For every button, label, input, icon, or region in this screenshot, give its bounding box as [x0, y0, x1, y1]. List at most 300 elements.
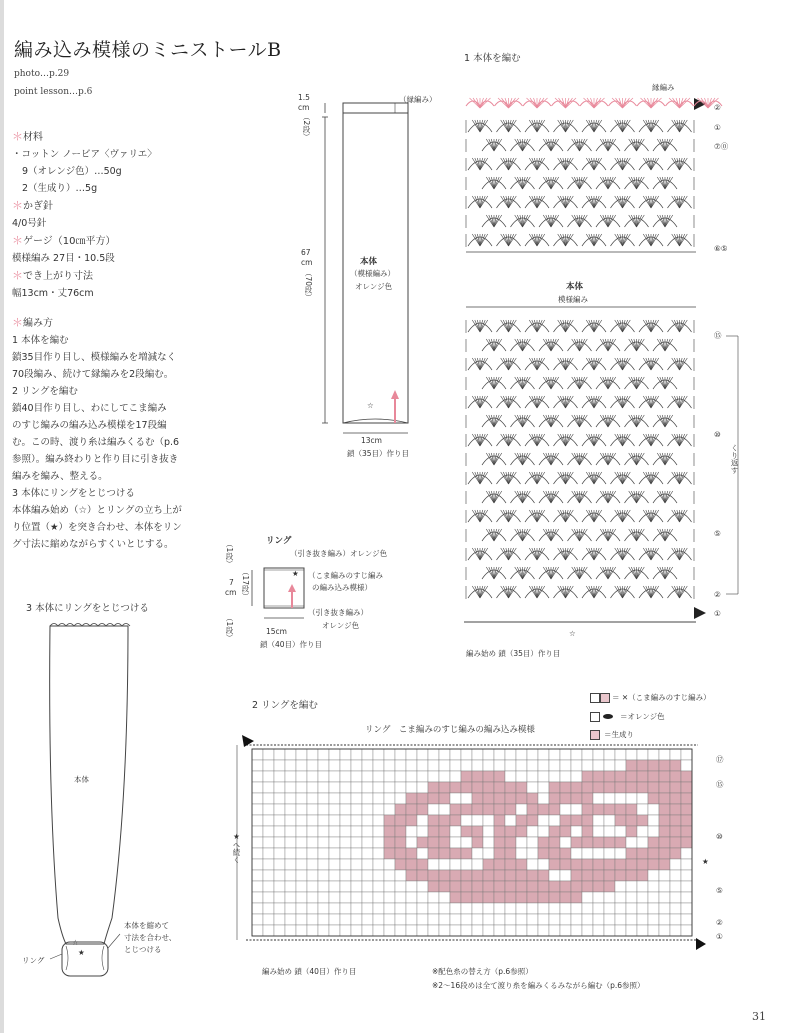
- grid-cell: [450, 925, 461, 936]
- grid-cell: [483, 815, 494, 826]
- grid-cell: [604, 848, 615, 859]
- grid-cell: [318, 925, 329, 936]
- grid-cell: [615, 760, 626, 771]
- fan-stitch: [651, 434, 656, 446]
- grid-cell: [362, 793, 373, 804]
- fan-stitch: [560, 120, 565, 132]
- grid-cell: [593, 859, 604, 870]
- grid-cell: [505, 749, 516, 760]
- ring-slip-top: （引き抜き編み）オレンジ色: [290, 549, 388, 558]
- fan-stitch: [646, 434, 651, 446]
- chart1-drawing: [456, 92, 796, 672]
- grid-cell: [362, 815, 373, 826]
- fan-stitch: [475, 196, 480, 208]
- grid-cell: [263, 881, 274, 892]
- grid-cell: [527, 914, 538, 925]
- fan-stitch: [480, 396, 485, 408]
- edge-stitch: [480, 98, 487, 108]
- grid-cell: [615, 793, 626, 804]
- grid-cell: [373, 925, 384, 936]
- fan-stitch: [560, 396, 565, 408]
- assembly-body-label: 本体: [74, 775, 89, 784]
- grid-cell: [648, 815, 659, 826]
- grid-cell: [285, 848, 296, 859]
- grid-cell: [417, 771, 428, 782]
- grid-cell: [252, 870, 263, 881]
- grid-cell: [560, 859, 571, 870]
- grid-cell: [670, 815, 681, 826]
- fan-stitch: [623, 548, 628, 560]
- grid-cell: [571, 892, 582, 903]
- grid-cell: [351, 903, 362, 914]
- grid-cell: [406, 749, 417, 760]
- grid-cell: [307, 881, 318, 892]
- fan-stitch: [608, 453, 613, 465]
- grid-cell: [450, 903, 461, 914]
- chart2-start: 編み始め 鎖（40目）作り目: [262, 967, 357, 976]
- grid-cell: [494, 804, 505, 815]
- grid-cell: [549, 793, 560, 804]
- grid-cell: [384, 793, 395, 804]
- edge-stitch: [651, 98, 658, 108]
- grid-cell: [340, 793, 351, 804]
- row-mark: ⑦⓪: [714, 142, 729, 151]
- grid-cell: [615, 881, 626, 892]
- grid-cell: [329, 771, 340, 782]
- grid-cell: [472, 815, 483, 826]
- grid-cell: [450, 848, 461, 859]
- grid-cell: [362, 925, 373, 936]
- grid-cell: [417, 749, 428, 760]
- grid-cell: [406, 892, 417, 903]
- fan-stitch: [646, 158, 651, 170]
- edge-stitch: [473, 98, 480, 108]
- grid-cell: [417, 925, 428, 936]
- grid-cell: [516, 815, 527, 826]
- grid-cell: [538, 859, 549, 870]
- grid-cell: [505, 903, 516, 914]
- grid-cell: [670, 837, 681, 848]
- fan-stitch: [617, 472, 622, 484]
- grid-cell: [637, 881, 648, 892]
- grid-cell: [417, 914, 428, 925]
- grid-cell: [252, 804, 263, 815]
- fan-stitch: [546, 529, 551, 541]
- fan-stitch: [475, 472, 480, 484]
- fan-stitch: [574, 177, 579, 189]
- fan-stitch: [560, 586, 565, 598]
- fan-stitch: [665, 177, 670, 189]
- grid-cell: [549, 925, 560, 936]
- grid-cell: [483, 793, 494, 804]
- fan-stitch: [646, 358, 651, 370]
- star-outline-icon: ☆: [367, 401, 374, 410]
- fan-stitch: [560, 548, 565, 560]
- grid-cell: [505, 870, 516, 881]
- fan-stitch: [532, 196, 537, 208]
- grid-cell: [648, 859, 659, 870]
- fan-stitch: [617, 320, 622, 332]
- fan-stitch: [560, 358, 565, 370]
- fan-stitch: [580, 339, 585, 351]
- grid-cell: [648, 804, 659, 815]
- grid-cell: [648, 760, 659, 771]
- grid-cell: [472, 837, 483, 848]
- fan-stitch: [674, 548, 679, 560]
- grid-cell: [648, 848, 659, 859]
- fan-stitch: [680, 472, 685, 484]
- fan-stitch: [608, 377, 613, 389]
- materials-heading: ＊材料: [12, 130, 43, 143]
- fan-stitch: [617, 196, 622, 208]
- grid-cell: [439, 848, 450, 859]
- materials-color1: 9（オレンジ色）…50g: [22, 166, 122, 177]
- grid-cell: [648, 925, 659, 936]
- fan-stitch: [566, 234, 571, 246]
- grid-cell: [516, 914, 527, 925]
- fan-stitch: [637, 377, 642, 389]
- fan-stitch: [537, 320, 542, 332]
- fan-stitch: [603, 139, 608, 151]
- grid-cell: [494, 848, 505, 859]
- grid-cell: [560, 826, 571, 837]
- grid-cell: [626, 749, 637, 760]
- grid-cell: [450, 826, 461, 837]
- grid-cell: [659, 859, 670, 870]
- grid-cell: [285, 760, 296, 771]
- grid-cell: [549, 870, 560, 881]
- grid-cell: [450, 749, 461, 760]
- grid-cell: [373, 837, 384, 848]
- grid-cell: [307, 804, 318, 815]
- grid-cell: [681, 837, 692, 848]
- grid-cell: [395, 804, 406, 815]
- grid-cell: [373, 815, 384, 826]
- fan-stitch: [489, 491, 494, 503]
- chart1-row-marks: [702, 92, 732, 632]
- grid-cell: [307, 749, 318, 760]
- grid-cell: [571, 914, 582, 925]
- grid-cell: [615, 903, 626, 914]
- chart2-subtitle: リング こま編みのすじ編みの編み込み模様: [365, 725, 535, 735]
- grid-cell: [384, 771, 395, 782]
- fan-stitch: [651, 120, 656, 132]
- grid-cell: [307, 826, 318, 837]
- body-name: 本体: [360, 257, 378, 267]
- fan-stitch: [537, 158, 542, 170]
- grid-cell: [615, 848, 626, 859]
- chart2-title: 2 リングを編む: [252, 700, 318, 711]
- size-value: 幅13cm・丈76cm: [12, 288, 94, 299]
- grid-cell: [670, 881, 681, 892]
- fan-stitch: [623, 196, 628, 208]
- row-mark: ⑩: [714, 430, 721, 439]
- fan-stitch: [580, 453, 585, 465]
- grid-cell: [483, 903, 494, 914]
- grid-cell: [505, 881, 516, 892]
- row-mark: ⑮: [716, 780, 724, 789]
- fan-stitch: [651, 196, 656, 208]
- grid-cell: [362, 892, 373, 903]
- grid-cell: [516, 837, 527, 848]
- fan-stitch: [503, 434, 508, 446]
- grid-cell: [659, 826, 670, 837]
- fan-stitch: [680, 358, 685, 370]
- grid-cell: [428, 804, 439, 815]
- grid-cell: [285, 804, 296, 815]
- grid-cell: [681, 749, 692, 760]
- photo-ref: photo…p.29: [14, 69, 70, 79]
- edge-stitch: [680, 98, 687, 108]
- grid-cell: [560, 804, 571, 815]
- grid-cell: [516, 804, 527, 815]
- fan-stitch: [646, 548, 651, 560]
- grid-cell: [626, 793, 637, 804]
- fan-stitch: [646, 320, 651, 332]
- grid-cell: [549, 859, 560, 870]
- grid-cell: [604, 793, 615, 804]
- grid-cell: [659, 848, 670, 859]
- grid-cell: [604, 815, 615, 826]
- grid-cell: [450, 782, 461, 793]
- fan-stitch: [637, 415, 642, 427]
- grid-cell: [362, 837, 373, 848]
- fan-stitch: [646, 396, 651, 408]
- grid-cell: [450, 793, 461, 804]
- grid-cell: [252, 859, 263, 870]
- grid-cell: [384, 804, 395, 815]
- grid-cell: [263, 804, 274, 815]
- grid-cell: [450, 870, 461, 881]
- fan-stitch: [517, 339, 522, 351]
- grid-cell: [637, 749, 648, 760]
- grid-cell: [494, 914, 505, 925]
- edge-stitch: [530, 98, 537, 108]
- fan-stitch: [537, 358, 542, 370]
- grid-cell: [560, 892, 571, 903]
- fan-stitch: [617, 434, 622, 446]
- grid-cell: [637, 826, 648, 837]
- grid-cell: [340, 914, 351, 925]
- fan-stitch: [674, 234, 679, 246]
- grid-cell: [318, 804, 329, 815]
- row-mark: ⑮: [714, 331, 722, 340]
- grid-cell: [505, 848, 516, 859]
- chart1-repeat: くり返す: [730, 444, 739, 474]
- grid-cell: [549, 760, 560, 771]
- fan-stitch: [589, 434, 594, 446]
- grid-cell: [626, 782, 637, 793]
- grid-cell: [604, 881, 615, 892]
- fan-stitch: [532, 158, 537, 170]
- fan-stitch: [651, 548, 656, 560]
- grid-cell: [307, 903, 318, 914]
- fan-stitch: [503, 158, 508, 170]
- grid-cell: [428, 760, 439, 771]
- grid-cell: [494, 903, 505, 914]
- grid-cell: [505, 826, 516, 837]
- body-len-rows: （70段）: [304, 269, 313, 302]
- grid-cell: [626, 870, 637, 881]
- grid-cell: [615, 782, 626, 793]
- grid-cell: [395, 826, 406, 837]
- fan-stitch: [523, 529, 528, 541]
- grid-cell: [263, 815, 274, 826]
- fan-stitch: [574, 567, 579, 579]
- page-title: 編み込み模様のミニストールB: [14, 39, 282, 61]
- star-filled-icon: ★: [702, 857, 709, 866]
- fan-stitch: [608, 491, 613, 503]
- grid-cell: [318, 892, 329, 903]
- asterisk-icon: ＊: [12, 234, 23, 247]
- fan-stitch: [617, 548, 622, 560]
- fan-stitch: [489, 453, 494, 465]
- grid-cell: [560, 848, 571, 859]
- ring-top-rows: （1段）: [225, 540, 234, 568]
- fan-stitch: [660, 491, 665, 503]
- fan-stitch: [617, 120, 622, 132]
- fan-stitch: [637, 215, 642, 227]
- fan-stitch: [574, 339, 579, 351]
- edge-stitch: [616, 98, 623, 108]
- grid-cell: [604, 826, 615, 837]
- fan-stitch: [517, 491, 522, 503]
- star-filled-icon: ★: [78, 948, 85, 957]
- fan-stitch: [603, 415, 608, 427]
- fan-stitch: [551, 139, 556, 151]
- grid-cell: [560, 837, 571, 848]
- assembly-note: 本体を縮めて: [124, 921, 169, 930]
- grid-cell: [637, 914, 648, 925]
- grid-cell: [626, 892, 637, 903]
- fan-stitch: [623, 234, 628, 246]
- fan-stitch: [489, 377, 494, 389]
- grid-cell: [296, 826, 307, 837]
- gauge-heading: ＊ゲージ（10㎝平方）: [12, 234, 116, 247]
- grid-cell: [428, 749, 439, 760]
- fan-stitch: [680, 320, 685, 332]
- row-mark: ⑤: [714, 529, 721, 538]
- fan-stitch: [503, 120, 508, 132]
- grid-cell: [659, 815, 670, 826]
- grid-cell: [527, 870, 538, 881]
- fan-stitch: [523, 139, 528, 151]
- grid-cell: [659, 925, 670, 936]
- grid-cell: [296, 848, 307, 859]
- grid-cell: [560, 749, 571, 760]
- grid-cell: [615, 815, 626, 826]
- grid-cell: [637, 793, 648, 804]
- fan-stitch: [603, 339, 608, 351]
- grid-cell: [472, 914, 483, 925]
- edge-stitch: [566, 98, 573, 108]
- grid-cell: [373, 914, 384, 925]
- grid-cell: [329, 914, 340, 925]
- fan-stitch: [680, 586, 685, 598]
- fan-stitch: [494, 215, 499, 227]
- fan-stitch: [475, 434, 480, 446]
- grid-cell: [560, 881, 571, 892]
- chart1-middle-name: 本体: [566, 282, 584, 292]
- grid-cell: [307, 782, 318, 793]
- fan-stitch: [546, 453, 551, 465]
- grid-cell: [252, 914, 263, 925]
- grid-cell: [417, 793, 428, 804]
- fan-stitch: [509, 158, 514, 170]
- fan-stitch: [574, 529, 579, 541]
- fan-stitch: [651, 158, 656, 170]
- grid-cell: [428, 925, 439, 936]
- grid-cell: [615, 771, 626, 782]
- grid-cell: [406, 804, 417, 815]
- fan-stitch: [603, 453, 608, 465]
- grid-cell: [329, 826, 340, 837]
- grid-cell: [351, 749, 362, 760]
- grid-cell: [483, 892, 494, 903]
- grid-cell: [296, 815, 307, 826]
- grid-cell: [505, 782, 516, 793]
- fan-stitch: [560, 158, 565, 170]
- body-width: 13cm: [361, 436, 382, 445]
- fan-stitch: [517, 215, 522, 227]
- chart2: [232, 735, 742, 950]
- grid-cell: [527, 760, 538, 771]
- fan-stitch: [560, 510, 565, 522]
- grid-cell: [461, 903, 472, 914]
- grid-cell: [318, 760, 329, 771]
- fan-stitch: [680, 196, 685, 208]
- grid-cell: [318, 782, 329, 793]
- fan-stitch: [494, 415, 499, 427]
- page-spine-shadow: [0, 0, 4, 1033]
- fan-stitch: [651, 510, 656, 522]
- grid-cell: [439, 837, 450, 848]
- fan-stitch: [480, 472, 485, 484]
- grid-cell: [648, 903, 659, 914]
- body-len-unit: cm: [301, 258, 313, 267]
- fan-stitch: [537, 434, 542, 446]
- grid-cell: [285, 837, 296, 848]
- fan-stitch: [617, 158, 622, 170]
- grid-cell: [263, 749, 274, 760]
- grid-cell: [461, 892, 472, 903]
- grid-cell: [296, 793, 307, 804]
- grid-cell: [461, 837, 472, 848]
- fan-stitch: [523, 339, 528, 351]
- fan-stitch: [623, 158, 628, 170]
- grid-cell: [461, 804, 472, 815]
- grid-cell: [263, 859, 274, 870]
- fan-stitch: [546, 215, 551, 227]
- fan-stitch: [546, 567, 551, 579]
- grid-cell: [307, 815, 318, 826]
- grid-cell: [681, 804, 692, 815]
- asterisk-icon: ＊: [12, 130, 23, 143]
- grid-cell: [505, 892, 516, 903]
- fan-stitch: [574, 215, 579, 227]
- grid-cell: [362, 760, 373, 771]
- grid-cell: [483, 859, 494, 870]
- grid-cell: [351, 859, 362, 870]
- fan-stitch: [631, 567, 636, 579]
- grid-cell: [571, 815, 582, 826]
- grid-cell: [373, 749, 384, 760]
- grid-cell: [571, 826, 582, 837]
- grid-cell: [472, 760, 483, 771]
- fan-stitch: [623, 472, 628, 484]
- edge-stitch: [623, 98, 630, 108]
- grid-cell: [318, 826, 329, 837]
